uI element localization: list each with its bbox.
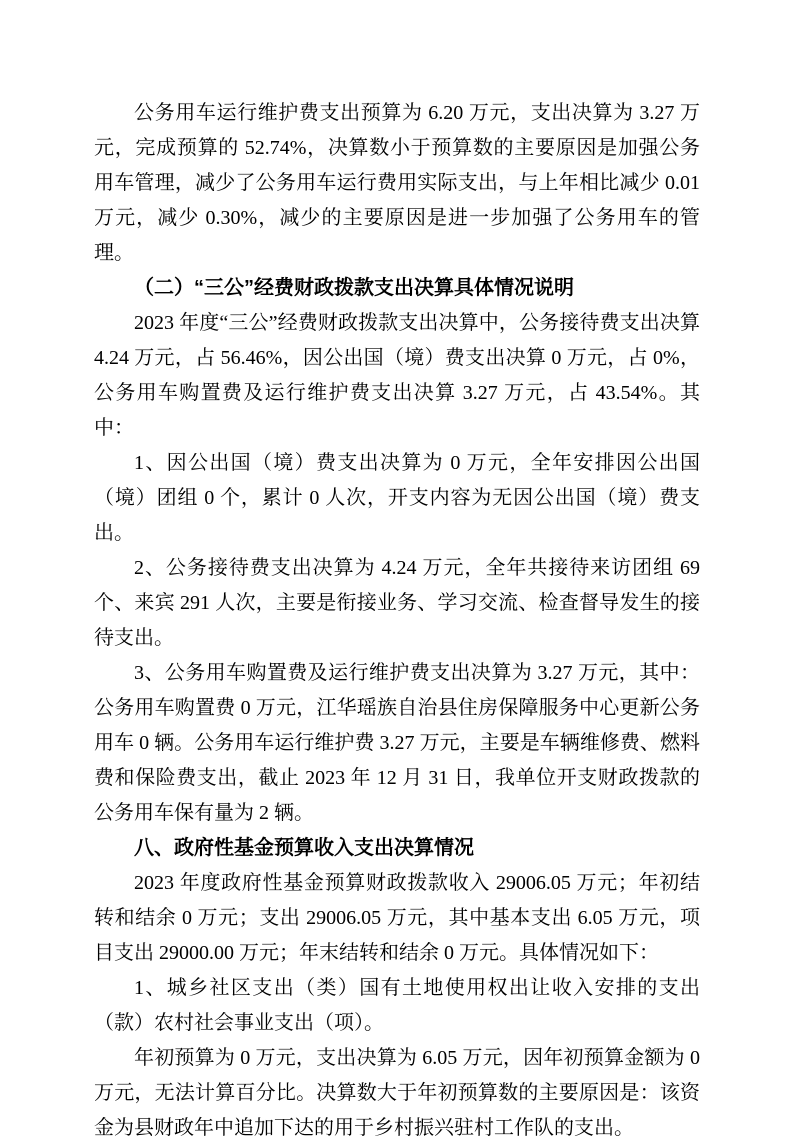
para-official-vehicle-maintenance-budget: 公务用车运行维护费支出预算为 6.20 万元，支出决算为 3.27 万元，完成预算的 52.74%，决算数小于预算数的主要原因是加强公务用车管理，减少了公务用车运行费用实际支出，与上年相比减少 0.01 万元，减少 0.30%，减少的主要原因是进一步加强了公务用车的管理。 xyxy=(94,102,700,264)
heading-government-fund-budget: 八、政府性基金预算收入支出决算情况 xyxy=(134,837,474,859)
para-official-reception-expense: 2、公务接待费支出决算为 4.24 万元，全年共接待来访团组 69 个、来宾 291 人次，主要是衔接业务、学习交流、检查督导发生的接待支出。 xyxy=(94,557,700,649)
heading-three-public-funds-detail: （二）“三公”经费财政拨款支出决算具体情况说明 xyxy=(134,277,574,299)
para-overseas-trip-expense: 1、因公出国（境）费支出决算为 0 万元，全年安排因公出国（境）团组 0 个，累计 0 人次，开支内容为无因公出国（境）费支出。 xyxy=(94,452,700,544)
para-vehicle-purchase-and-maintenance-expense: 3、公务用车购置费及运行维护费支出决算为 3.27 万元，其中：公务用车购置费 0 万元，江华瑶族自治县住房保障服务中心更新公务用车 0 辆。公务用车运行维护费 3.27 万元，主要是车辆维修费、燃料费和保险费支出，截止 2023 年 12 月 31 日，我单位开支财政拨款的公务用车保有量为 2 辆。 xyxy=(94,662,700,824)
para-three-public-funds-overview: 2023 年度“三公”经费财政拨款支出决算中，公务接待费支出决算 4.24 万元，占 56.46%，因公出国（境）费支出决算 0 万元，占 0%，公务用车购置费及运行维护费支出决算 3.27 万元，占 43.54%。其中： xyxy=(94,312,700,439)
document-body xyxy=(94,96,700,1139)
para-government-fund-overview: 2023 年度政府性基金预算财政拨款收入 29006.05 万元；年初结转和结余 0 万元；支出 29006.05 万元，其中基本支出 6.05 万元，项目支出 29000.00 万元；年末结转和结余 0 万元。具体情况如下： xyxy=(94,872,700,964)
para-initial-budget-explanation: 年初预算为 0 万元，支出决算为 6.05 万元，因年初预算金额为 0 万元，无法计算百分比。决算数大于年初预算数的主要原因是：该资金为县财政年中追加下达的用于乡村振兴驻村工作队的支出。 xyxy=(94,1047,700,1139)
para-urban-rural-community-expense-item: 1、城乡社区支出（类）国有土地使用权出让收入安排的支出（款）农村社会事业支出（项）。 xyxy=(94,977,700,1034)
